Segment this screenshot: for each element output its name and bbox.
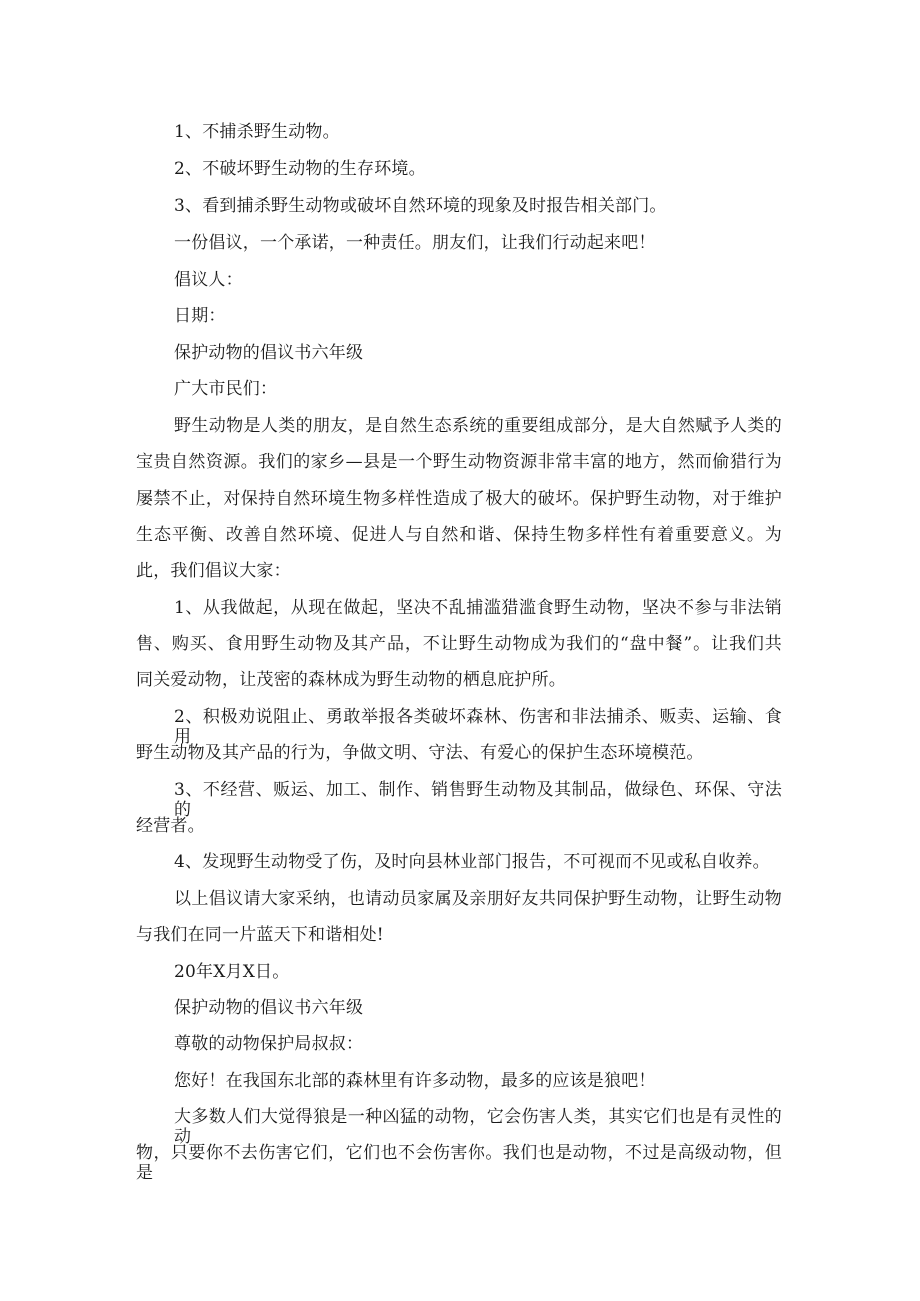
text-line: 宝贵自然资源。我们的家乡—县是一个野生动物资源非常丰富的地方，然而偷猎行为 <box>136 452 782 472</box>
text-line: 2、不破坏野生动物的生存环境。 <box>174 159 426 179</box>
text-line: 经营者。 <box>136 816 205 836</box>
text-line: 3、看到捕杀野生动物或破坏自然环境的现象及时报告相关部门。 <box>174 196 667 216</box>
text-line: 保护动物的倡议书六年级 <box>174 343 364 363</box>
text-line: 野生动物及其产品的行为，争做文明、守法、有爱心的保护生态环境模范。 <box>136 743 704 763</box>
text-line: 2、积极劝说阻止、勇敢举报各类破坏森林、伤害和非法捕杀、贩卖、运输、食用 <box>174 707 782 747</box>
text-line: 尊敬的动物保护局叔叔： <box>174 1034 364 1054</box>
text-line: 大多数人们大觉得狼是一种凶猛的动物，它会伤害人类，其实它们也是有灵性的动 <box>174 1107 782 1147</box>
text-line: 1、从我做起，从现在做起，坚决不乱捕滥猎滥食野生动物，坚决不参与非法销 <box>174 598 782 618</box>
text-line: 3、不经营、贩运、加工、制作、销售野生动物及其制品，做绿色、环保、守法的 <box>174 780 782 820</box>
text-line: 1、不捕杀野生动物。 <box>174 122 340 142</box>
text-line: 野生动物是人类的朋友，是自然生态系统的重要组成部分，是大自然赋予人类的 <box>174 416 782 436</box>
text-line: 屡禁不止，对保持自然环境生物多样性造成了极大的破坏。保护野生动物，对于维护 <box>136 489 782 509</box>
text-line: 广大市民们： <box>174 379 278 399</box>
text-line: 4、发现野生动物受了伤，及时向县林业部门报告，不可视而不见或私自收养。 <box>174 852 770 872</box>
text-line: 与我们在同一片蓝天下和谐相处! <box>136 925 384 945</box>
text-line: 以上倡议请大家采纳，也请动员家属及亲朋好友共同保护野生动物，让野生动物 <box>174 889 782 909</box>
text-line: 保护动物的倡议书六年级 <box>174 998 364 1018</box>
text-line: 同关爱动物，让茂密的森林成为野生动物的栖息庇护所。 <box>136 670 566 690</box>
text-line: 一份倡议，一个承诺，一种责任。朋友们，让我们行动起来吧！ <box>174 233 656 253</box>
text-line: 您好！在我国东北部的森林里有许多动物，最多的应该是狼吧！ <box>174 1071 656 1091</box>
text-line: 生态平衡、改善自然环境、促进人与自然和谐、保持生物多样性有着重要意义。为 <box>136 525 782 545</box>
text-line: 倡议人： <box>174 270 243 290</box>
text-line: 物，只要你不去伤害它们，它们也不会伤害你。我们也是动物，不过是高级动物，但是 <box>136 1143 782 1183</box>
text-line: 售、购买、食用野生动物及其产品，不让野生动物成为我们的“盘中餐”。让我们共 <box>136 634 782 654</box>
text-line: 20年X月X日。 <box>174 962 290 982</box>
text-line: 此，我们倡议大家： <box>136 561 291 581</box>
text-line: 日期： <box>174 306 226 326</box>
